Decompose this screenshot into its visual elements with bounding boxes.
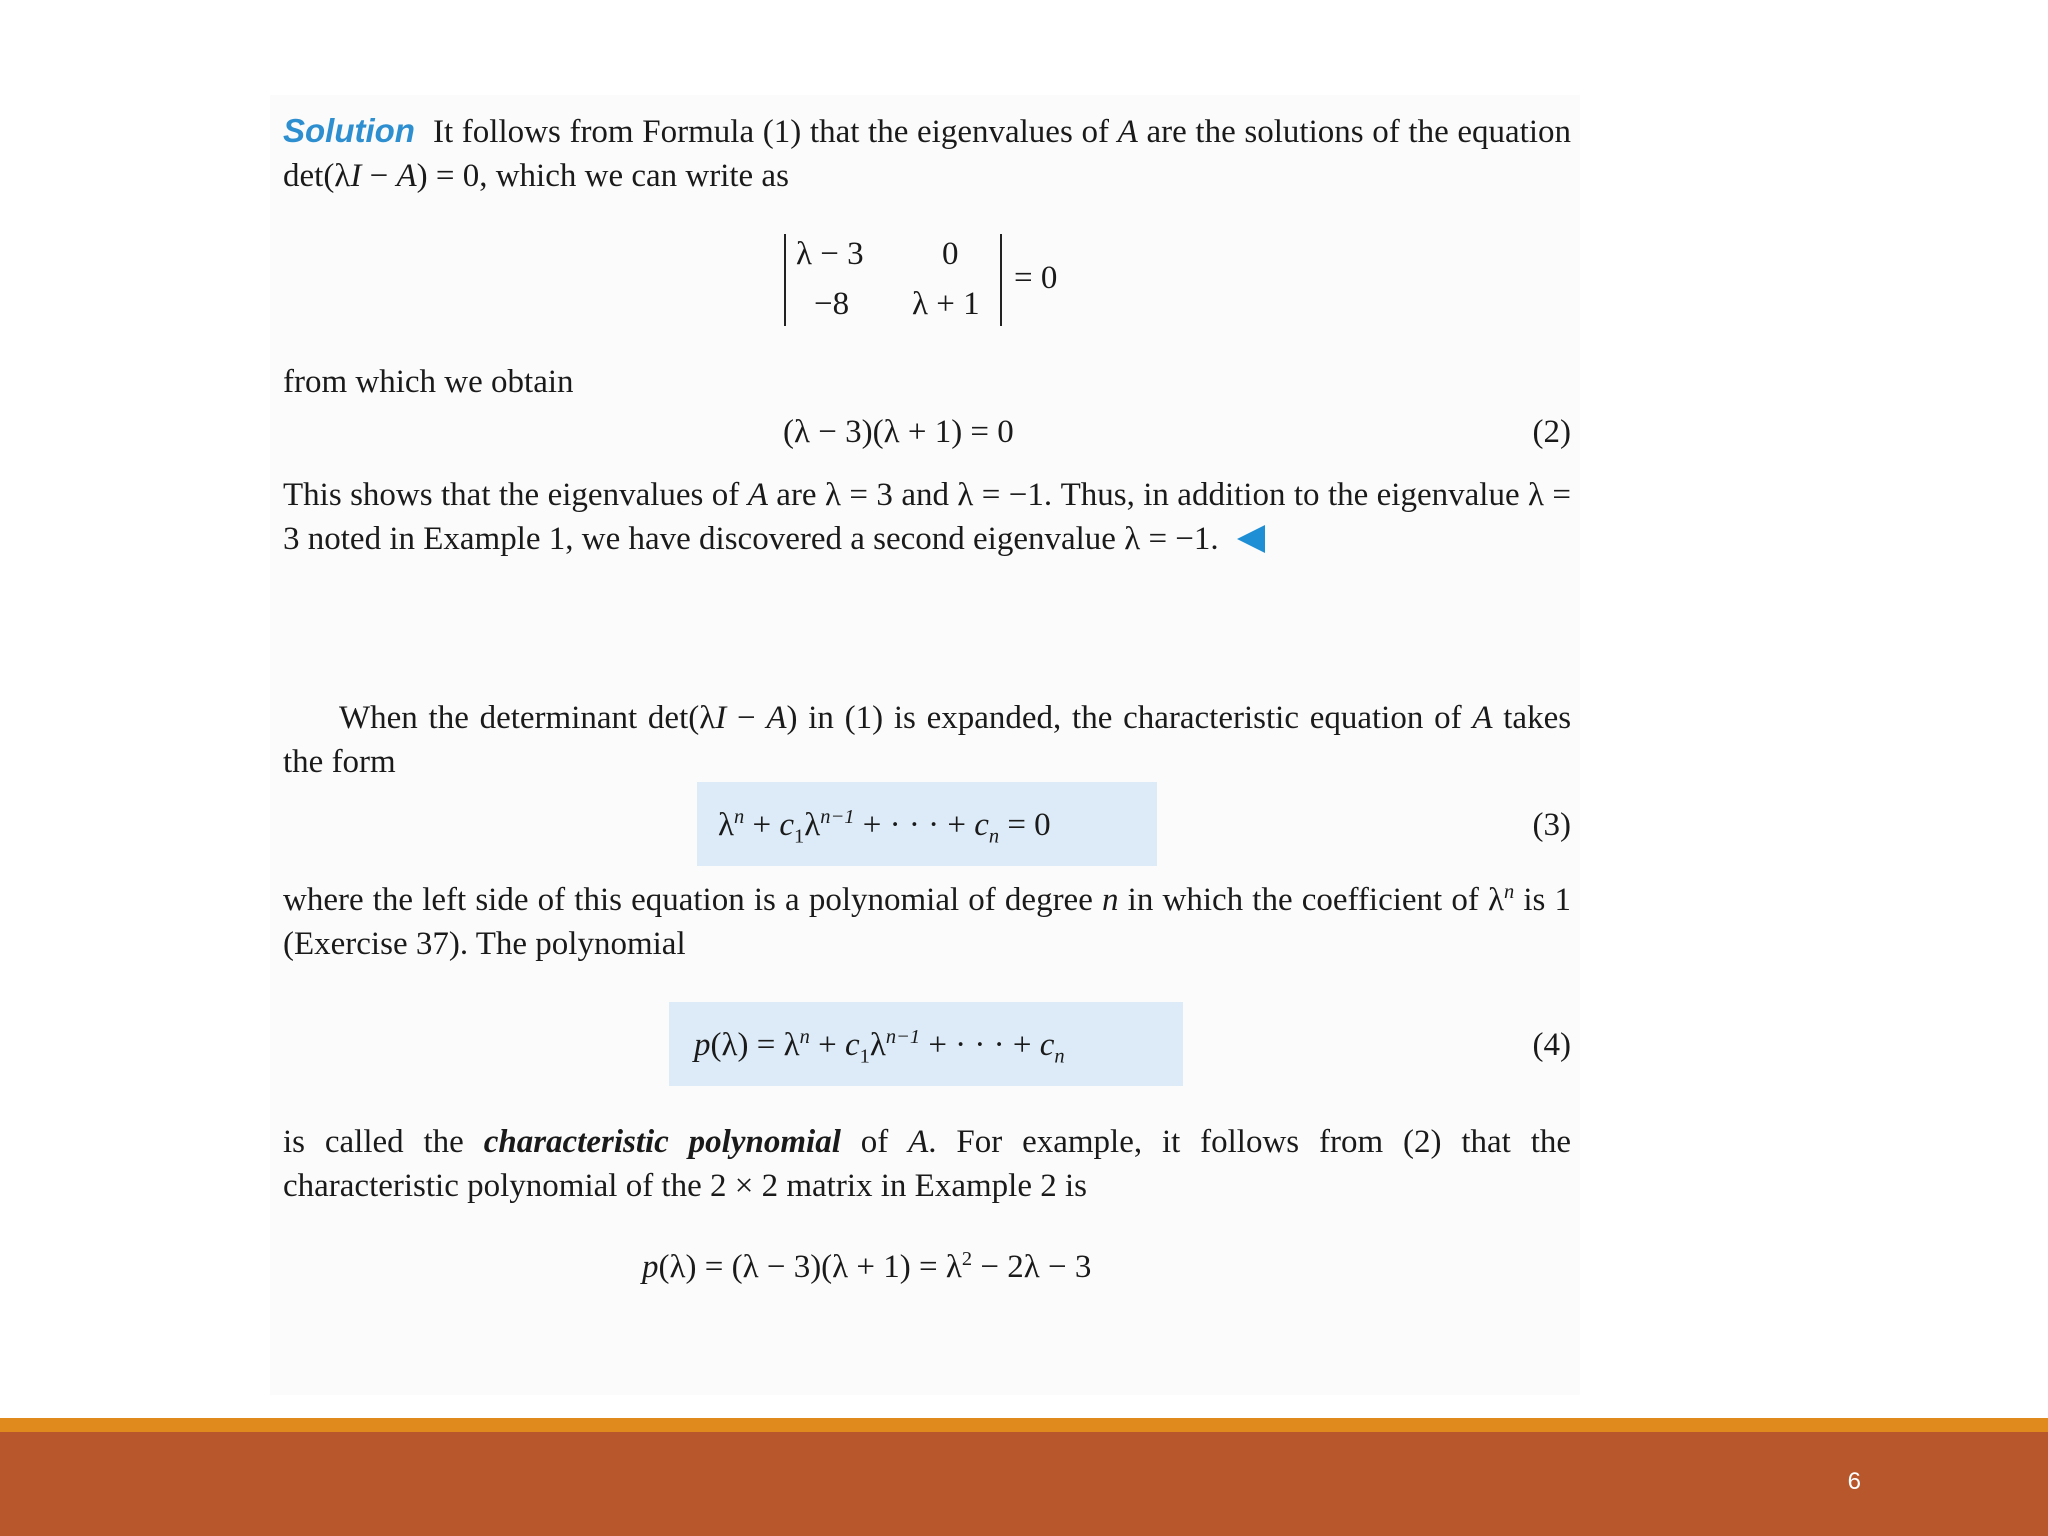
characteristic-polynomial-example: $p(\lambda) = (\lambda - 3)(\lambda + 1) = \lambda^2 - 2\lambda - 3$	[642, 1248, 1092, 1285]
left-triangle-icon	[1237, 525, 1265, 553]
equation-2: (λ − 3)(λ + 1) = 0	[783, 414, 1014, 450]
slide-footer-bar	[0, 1432, 2048, 1536]
solution-paragraph: Solution It follows from Formula (1) that the eigenvalues of A are the solutions of the equation det(λI − A) = 0, which we can write as	[283, 112, 1572, 194]
det-rhs: = 0	[1014, 260, 1058, 296]
det-left-bar	[784, 234, 786, 326]
characteristic-polynomial-term: characteristic polynomial	[483, 1124, 841, 1160]
equation-4: $p(\lambda) = \lambda^n + c_1\lambda^{n-1}$ + · · · + $c_n$	[694, 1026, 1065, 1068]
page-number: 6	[1847, 1468, 1861, 1495]
equation-2-number: (2)	[1532, 414, 1571, 450]
det-a21: −8	[814, 286, 850, 322]
determinant-expansion-paragraph: When the determinant det(λI − A) in (1) is expanded, the characteristic equation of A takes the form	[283, 700, 1572, 780]
from-which-text: from which we obtain	[283, 364, 574, 400]
eigenvalues-paragraph: This shows that the eigenvalues of A are λ = 3 and λ = −1. Thus, in addition to the eigenvalue λ = 3 noted in Example 1, we have discovered a second eigenvalue λ = −1.	[283, 477, 1572, 557]
equation-3: $\lambda^n + c_1\lambda^{n-1}$ + · · · + $c_n = 0$	[718, 806, 1051, 848]
det-right-bar	[1000, 234, 1002, 326]
det-a12: 0	[942, 236, 959, 272]
determinant-equation	[780, 232, 1080, 328]
polynomial-degree-paragraph: where the left side of this equation is a polynomial of degree n in which the coefficient of $\lambda^n$ is 1 (Exercise 37). The polynomial	[283, 881, 1572, 962]
equation-3-number: (3)	[1532, 807, 1571, 843]
equation-4-number: (4)	[1532, 1027, 1571, 1063]
det-a11: λ − 3	[796, 236, 864, 272]
characteristic-polynomial-paragraph: is called the characteristic polynomial of A. For example, it follows from (2) that the characteristic polynomial of the 2 × 2 matrix in Example 2 is	[283, 1124, 1572, 1204]
footer-accent-stripe	[0, 1418, 2048, 1432]
solution-label: Solution	[283, 112, 415, 149]
det-a22: λ + 1	[912, 286, 980, 322]
